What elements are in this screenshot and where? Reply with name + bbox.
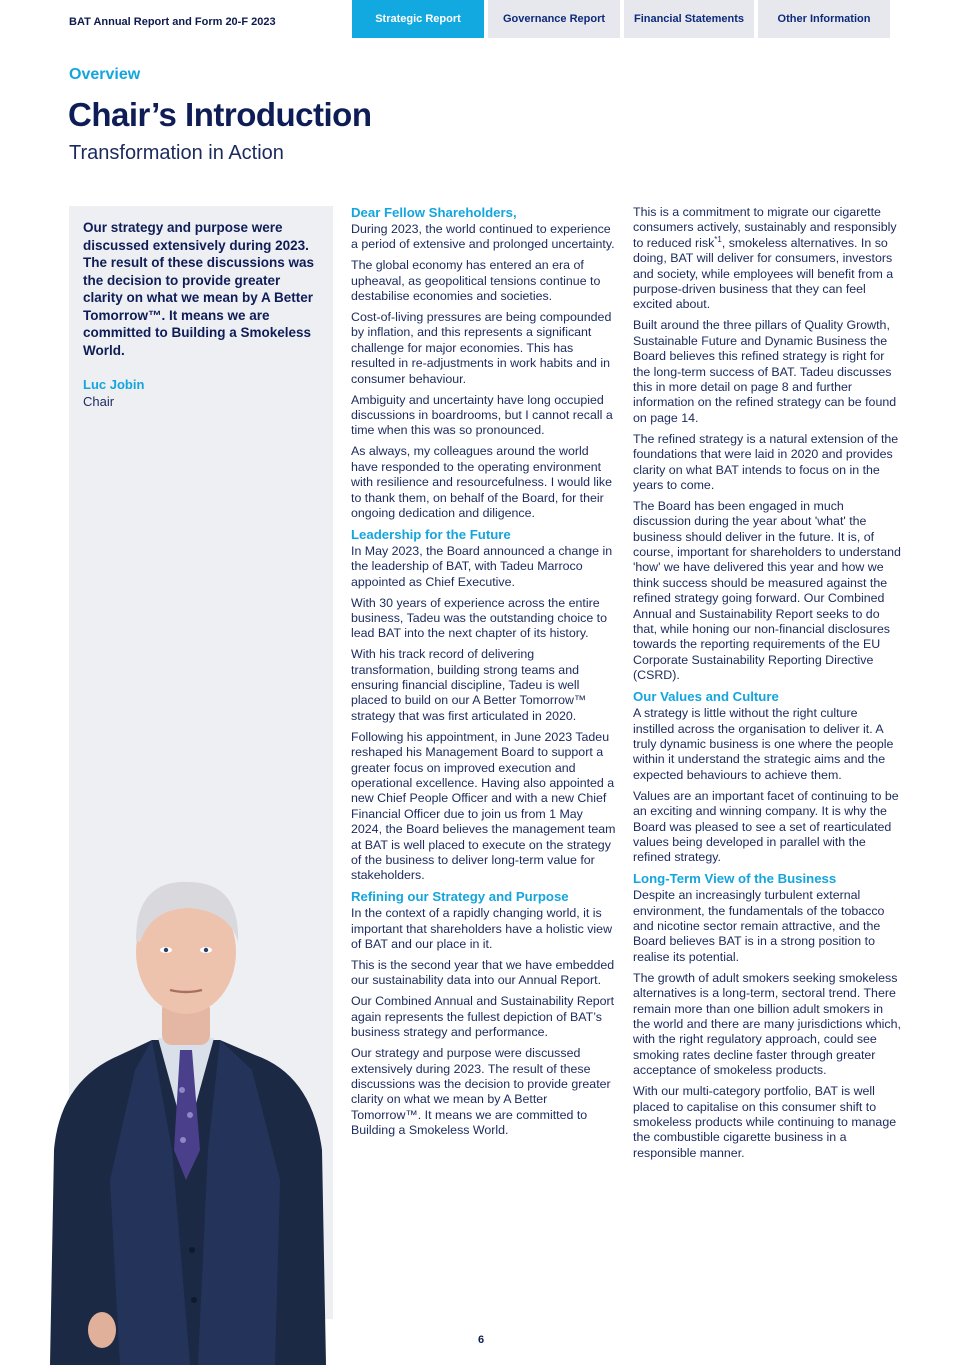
section-tabs bbox=[352, 0, 894, 38]
paragraph: Despite an increasingly turbulent external environment, the fundamentals of the tobacco and nicotine sector remain attractive, and the Board believes BAT is in a strong position to realise its potential. bbox=[633, 888, 885, 964]
paragraph: This is the second year that we have embedded our sustainability data into our Annual Report. bbox=[351, 958, 615, 988]
tab-other-information[interactable]: Other Information bbox=[758, 0, 890, 38]
quote-author: Luc Jobin bbox=[83, 377, 145, 392]
paragraph-text: , smokeless alternatives. In so doing, BAT will deliver for consumers, investors and society, while employees will benefit from a purpose-driven business that they can feel excited about. bbox=[633, 235, 894, 312]
section-label: Overview bbox=[69, 66, 141, 83]
paragraph: Built around the three pillars of Quality Growth, Sustainable Future and Dynamic Business the Board believes this refined strategy is right for the long-term success of BAT. Tadeu discusses this in more detail on page 8 and further information on the refined strategy can be found on page 14. bbox=[633, 318, 897, 425]
paragraph: Our strategy and purpose were discussed extensively during 2023. The result of these discussions was the decision to provide greater clarity on what we mean by A Better Tomorrow™. It means we are committed to Building a Smokeless World. bbox=[351, 1046, 611, 1138]
paragraph: Our Combined Annual and Sustainability Report again represents the fullest depiction of BAT’s business strategy and performance. bbox=[351, 994, 615, 1040]
paragraph: With his track record of delivering transformation, building strong teams and ensuring financial discipline, Tadeu is well placed to build on our A Better Tomorrow™ strategy that was first articulated in 2020. bbox=[351, 647, 587, 723]
page-number: 6 bbox=[478, 1334, 485, 1346]
paragraph: A strategy is little without the right culture instilled across the organisation to deliver it. A truly dynamic business is one where the people within it understand the strategic aims and the expected behaviours to achieve them. bbox=[633, 706, 894, 782]
paragraph: Cost-of-living pressures are being compounded by inflation, and this represents a significant challenge for major economies. This has resulted in re-adjustments in work habits and in consumer behaviour. bbox=[351, 310, 612, 386]
heading-refining-strategy: Refining our Strategy and Purpose bbox=[351, 889, 569, 905]
tab-financial-statements[interactable]: Financial Statements bbox=[624, 0, 754, 38]
paragraph: With our multi-category portfolio, BAT is well placed to capitalise on this consumer shift to smokeless products while continuing to manage the combustible cigarette business in a responsible manner. bbox=[633, 1084, 897, 1160]
paragraph: During 2023, the world continued to experience a period of extensive and prolonged uncertainty. bbox=[351, 222, 615, 252]
paragraph-text: This is a commitment to migrate our cigarette consumers actively, sustainably and responsibly to reduced risk bbox=[633, 205, 897, 250]
page-title: Chair’s Introduction bbox=[68, 96, 372, 133]
heading-long-term-view: Long-Term View of the Business bbox=[633, 871, 837, 887]
paragraph: Following his appointment, in June 2023 Tadeu reshaped his Management Board to support a greater focus on improved execution and operational excellence. Having also appointed a new Chief People Officer and with a new Chief Financial Officer due to join us from 1 May 2024, the Board believes the management team at BAT is well placed to execute on the strategy of the business to deliver long-term value for stakeholders. bbox=[351, 729, 616, 883]
pull-quote: Our strategy and purpose were discussed extensively during 2023. The result of these discussions was the decision to provide greater clarity on what we mean by A Better Tomorrow™. It means we are committed to Building a Smokeless World. bbox=[83, 220, 315, 358]
paragraph: Ambiguity and uncertainty have long occupied discussions in boardrooms, but I cannot recall a time when this was so pronounced. bbox=[351, 392, 613, 438]
paragraph: Values are an important facet of continuing to be an exciting and winning company. It is why the Board was pleased to see a set of rearticulated values being developed in parallel with the refined strategy. bbox=[633, 788, 899, 865]
footnote-marker: *1 bbox=[714, 234, 722, 244]
page-subtitle: Transformation in Action bbox=[69, 142, 284, 164]
tab-strategic-report[interactable]: Strategic Report bbox=[352, 0, 484, 38]
paragraph bbox=[633, 205, 901, 313]
paragraph: In the context of a rapidly changing world, it is important that shareholders have a holistic view of BAT and our place in it. bbox=[351, 906, 613, 952]
quote-author-role: Chair bbox=[83, 394, 115, 409]
paragraph: With 30 years of experience across the entire business, Tadeu was the outstanding choice to lead BAT into the next chapter of its history. bbox=[351, 595, 608, 641]
paragraph: The refined strategy is a natural extension of the foundations that were laid in 2020 and provides clarity on what BAT intends to focus on in the years to come. bbox=[633, 431, 899, 492]
body-column-1 bbox=[351, 205, 617, 1144]
paragraph: In May 2023, the Board announced a change in the leadership of BAT, with Tadeu Marroco appointed as Chief Executive. bbox=[351, 543, 613, 589]
heading-values-and-culture: Our Values and Culture bbox=[633, 689, 779, 705]
paragraph: As always, my colleagues around the world have responded to the operating environment with resilience and resourcefulness. I would like to thank them, on behalf of the Board, for their ongoing dedication and diligence. bbox=[351, 444, 613, 520]
chair-portrait bbox=[40, 850, 330, 1365]
paragraph: The growth of adult smokers seeking smokeless alternatives is a long-term, sectoral trend. There remain more than one billion adult smokers in the world and there are many jurisdictions which, with the right regulatory approach, could see smoking rates decline faster through greater acceptance of smokeless products. bbox=[633, 970, 901, 1078]
body-column-2 bbox=[633, 205, 901, 1167]
paragraph: The Board has been engaged in much discussion during the year about 'what' the business should deliver in the future. It is, of course, important for shareholders to understand 'how' we have delivered this year and how we think success should be measured against the refined strategy going forward. Our Combined Annual and Sustainability Report seeks to do that, while honing our non-financial disclosures towards the reporting requirements of the EU Corporate Sustainability Reporting Directive (CSRD). bbox=[633, 498, 901, 683]
heading-leadership-for-the-future: Leadership for the Future bbox=[351, 526, 511, 542]
document-title: BAT Annual Report and Form 20-F 2023 bbox=[69, 16, 276, 28]
tab-governance-report[interactable]: Governance Report bbox=[488, 0, 620, 38]
heading-dear-fellow-shareholders: Dear Fellow Shareholders, bbox=[351, 205, 517, 220]
paragraph: The global economy has entered an era of upheaval, as geopolitical tensions continue to destabilise economies and societies. bbox=[351, 258, 601, 304]
